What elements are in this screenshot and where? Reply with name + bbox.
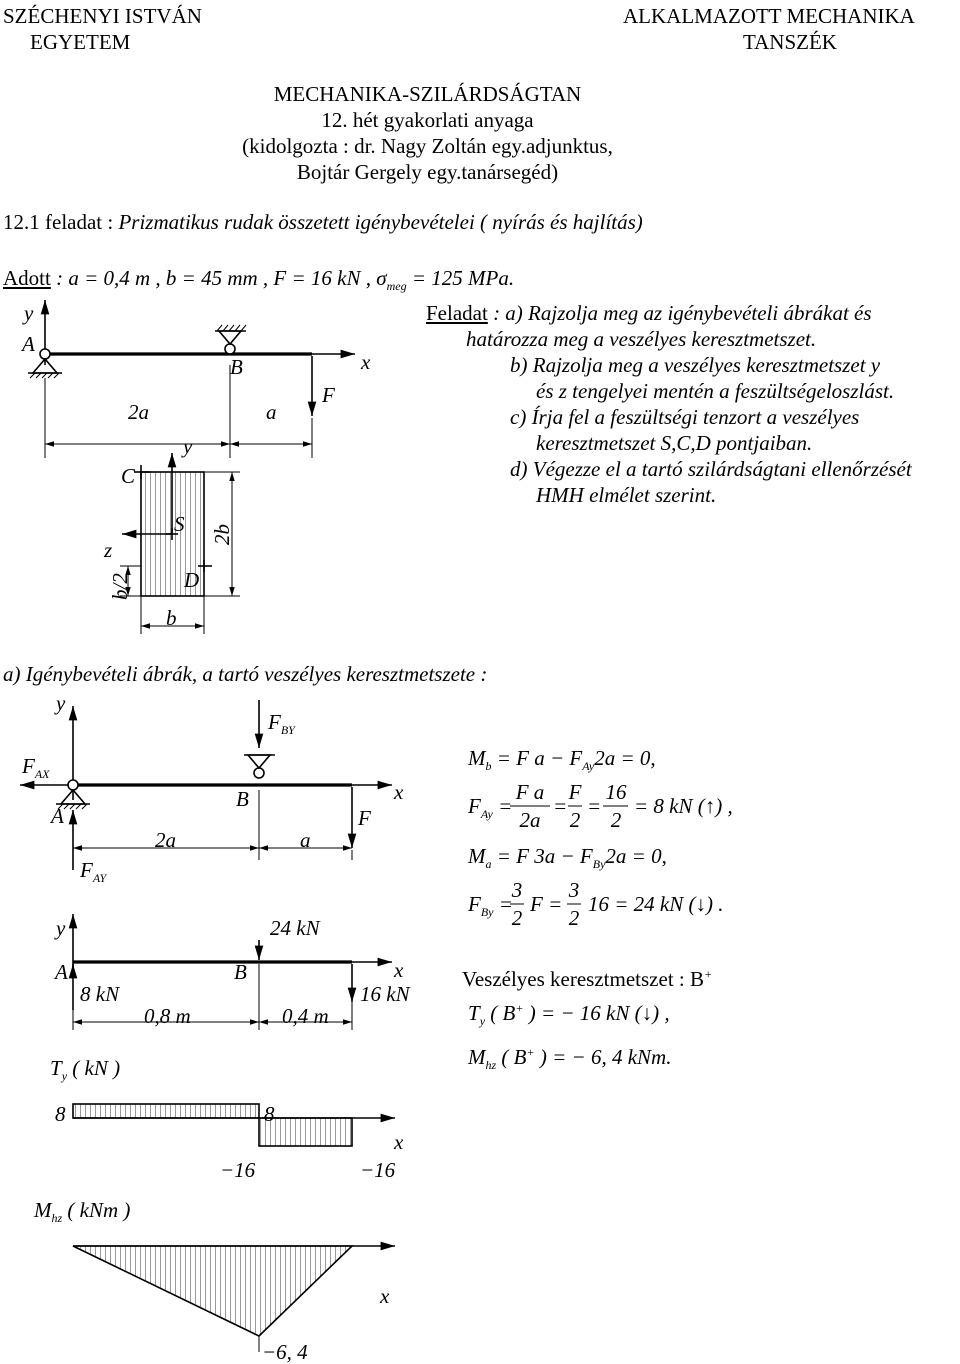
- shear-diagram: [73, 1104, 395, 1146]
- task-line-2: határozza meg a veszélyes keresztmetszet.: [466, 327, 817, 351]
- eq-moment-A: $M_a = F$ $3a - F_{By}2a = 0$,: [468, 844, 667, 872]
- fig2-force-F-label: F: [358, 806, 371, 830]
- moment-diagram: [73, 1246, 395, 1352]
- shear-value-8-left: 8: [55, 1102, 66, 1126]
- cs-z-axis-label: z: [104, 538, 113, 562]
- title-author: (kidolgozta : dr. Nagy Zoltán egy.adjunktus,: [242, 134, 613, 158]
- beam-figure-3: [73, 914, 392, 1030]
- fig1-support-A-label: A: [22, 332, 35, 356]
- task-line-5: c) Írja fel a feszültségi tenzort a veszélyes: [510, 405, 860, 429]
- dim-2b: 2b: [210, 524, 234, 545]
- shear-at-B: $T_y$ ( B+ ) = − 16 kN (↓) ,: [468, 1001, 670, 1029]
- given-sigma: = 125 MPa.: [406, 266, 515, 290]
- fig1-support-B-label: B: [230, 355, 243, 379]
- danger-section-label: Veszélyes keresztmetszet : B+: [462, 967, 713, 991]
- dim-b-half: b/2: [108, 573, 132, 600]
- eq-FAy-frac2-den: 2: [569, 808, 581, 832]
- title-week: 12. hét gyakorlati anyaga: [321, 108, 534, 132]
- eq-FAy-frac3-num: 16: [605, 780, 627, 804]
- fig2-x-axis-label: x: [394, 780, 404, 804]
- task-line-4: és z tengelyei mentén a feszültségeloszlást.: [536, 379, 895, 403]
- eq-FBy-frac2-den: 2: [568, 906, 580, 930]
- fig1-dim-2a: 2a: [128, 400, 149, 424]
- dim-b: b: [166, 606, 177, 630]
- problem-heading: [3, 212, 643, 233]
- eq-FAy-eq2: =: [587, 794, 602, 818]
- load-24kN-label: 24 kN: [270, 916, 320, 940]
- sigma-sub: meg: [386, 279, 407, 294]
- fig3-y-axis-label: y: [56, 916, 66, 940]
- department-name-2: TANSZÉK: [743, 30, 837, 54]
- shear-x-axis-label: x: [394, 1130, 404, 1154]
- problem-title: Prizmatikus rudak összetett igénybevételei ( nyírás és hajlítás): [118, 210, 643, 234]
- fig2-support-B-label: B: [236, 787, 249, 811]
- fig3-B-label: B: [234, 960, 247, 984]
- shear-value-minus16-right: −16: [360, 1158, 396, 1182]
- load-16kN-label: 16 kN: [360, 982, 410, 1006]
- university-name-2: EGYETEM: [30, 30, 131, 54]
- task-line-7: d) Végezze el a tartó szilárdságtani ellenőrzését: [510, 457, 912, 481]
- department-name: ALKALMAZOTT MECHANIKA: [623, 4, 915, 28]
- eq-FBy-frac2-num: 3: [568, 878, 580, 902]
- shear-axis-label: $T_y$ ( kN ): [50, 1056, 121, 1084]
- dim-0.8m: 0,8 m: [144, 1004, 191, 1028]
- fig1-dim-a: a: [266, 400, 277, 424]
- eq-FAy-frac1-num: F a: [515, 780, 545, 804]
- moment-min-value: −6, 4: [262, 1340, 308, 1364]
- eq-FAy-eq1: =: [553, 794, 568, 818]
- moment-at-B: $M_{hz}$ ( B+ ) = − 6, 4 kNm.: [468, 1045, 672, 1073]
- eq-FAy-left: $F_{Ay}$ =: [468, 794, 513, 822]
- point-D-label: D: [184, 568, 200, 592]
- fig2-support-A-label: A: [51, 804, 64, 828]
- shear-value-8-right: 8: [264, 1102, 275, 1126]
- fig2-dim-a: a: [300, 828, 311, 852]
- title-author-2: Bojtár Gergely egy.tanársegéd): [296, 160, 559, 184]
- title-course: MECHANIKA-SZILÁRDSÁGTAN: [273, 82, 582, 106]
- eq-FBy-left: $F_{By}$ =: [468, 892, 513, 920]
- point-S-label: S: [174, 512, 185, 536]
- eq-FAy-result: = 8 kN (↑) ,: [634, 794, 733, 818]
- task-line-1: Feladat : a) Rajzolja meg az igénybevételi ábrákat és: [426, 301, 872, 325]
- task-label: Feladat: [426, 301, 488, 325]
- eq-FBy-result: 16 = 24 kN (↓) .: [588, 892, 724, 916]
- given-label: Adott: [3, 266, 51, 290]
- eq-moment-B: $M_b = F$ $a - F_{Ay}2a = 0$,: [468, 746, 656, 774]
- eq-FAy-frac3-den: 2: [610, 808, 622, 832]
- force-FAY-label: $F_{AY}$: [80, 858, 107, 886]
- fig1-y-axis-label: y: [24, 301, 34, 325]
- point-C-label: C: [121, 464, 136, 488]
- shear-value-minus16-left: −16: [220, 1158, 256, 1182]
- moment-axis-label: $M_{hz}$ ( kNm ): [34, 1198, 131, 1226]
- given-line: [3, 268, 514, 292]
- fig1-x-axis-label: x: [361, 350, 371, 374]
- dim-0.4m: 0,4 m: [282, 1004, 329, 1028]
- cs-y-axis-label: y: [183, 434, 193, 458]
- given-values: : a = 0,4 m , b = 45 mm , F = 16 kN , σ: [50, 266, 387, 290]
- problem-number: 12.1 feladat :: [3, 210, 119, 234]
- force-FBY-label: $F_{BY}$: [268, 710, 295, 738]
- fig3-x-axis-label: x: [394, 958, 404, 982]
- fig2-y-axis-label: y: [56, 691, 66, 715]
- moment-x-axis-label: x: [380, 1284, 390, 1308]
- section-a-heading: a) Igénybevételi ábrák, a tartó veszélyes keresztmetszete :: [3, 662, 488, 686]
- beam-figure-2: [20, 700, 392, 870]
- eq-FAy-frac2-num: F: [568, 780, 582, 804]
- task-line-3: b) Rajzolja meg a veszélyes keresztmetszet y: [510, 353, 881, 377]
- eq-FAy-frac1-den: 2a: [519, 808, 541, 832]
- force-FAX-label: $F_{AX}$: [22, 754, 50, 782]
- fig3-A-label: A: [55, 960, 68, 984]
- task-line-6: keresztmetszet S,C,D pontjaiban.: [536, 431, 813, 455]
- load-8kN-label: 8 kN: [80, 982, 120, 1006]
- task-line-8: HMH elmélet szerint.: [536, 483, 717, 507]
- university-name: SZÉCHENYI ISTVÁN: [3, 4, 202, 28]
- eq-FBy-mid: F =: [530, 892, 563, 916]
- fig2-dim-2a: 2a: [155, 828, 176, 852]
- eq-FBy-frac1-den: 2: [511, 906, 523, 930]
- eq-FBy-frac1-num: 3: [511, 878, 523, 902]
- fig1-force-F-label: F: [322, 383, 335, 407]
